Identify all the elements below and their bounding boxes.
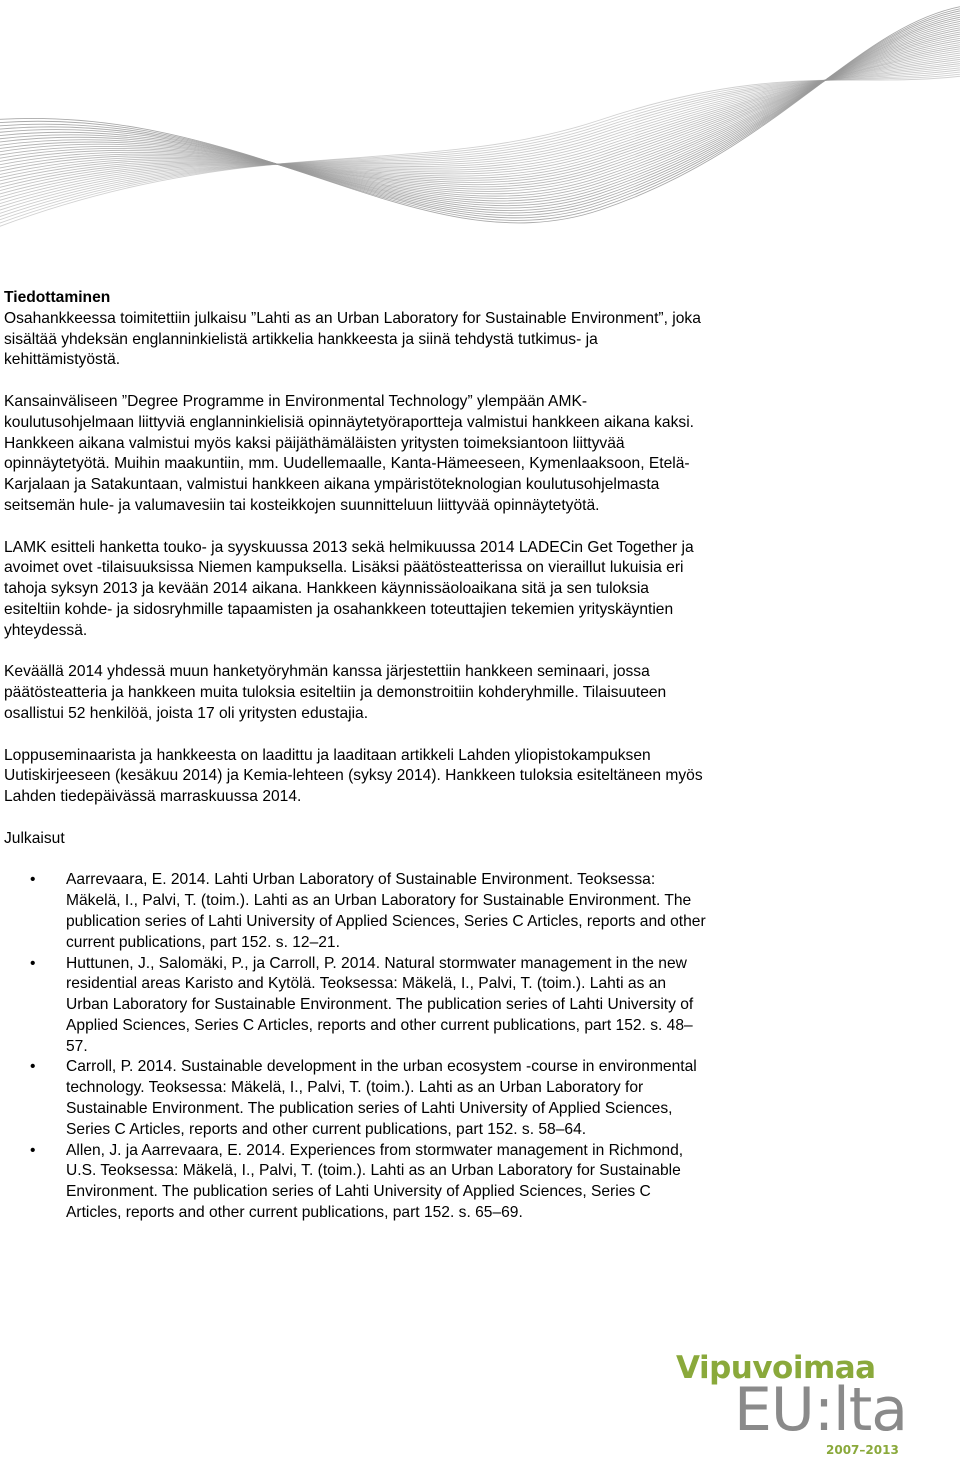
publication-text: Aarrevaara, E. 2014. Lahti Urban Laboratory of Sustainable Environment. Teoksessa: Mäkelä, I., Palvi, T. (toim.). Lahti as an Urban Laboratory for Sustainable Environment. The publication series of Lahti University of Applied Sciences, Series C Articles, reports and other current publications, part 152. s. 12–21. bbox=[66, 871, 706, 951]
bullet-icon: • bbox=[30, 1058, 36, 1076]
logo-line-1: Vipuvoimaa bbox=[676, 1350, 876, 1386]
publication-text: Carroll, P. 2014. Sustainable development in the urban ecosystem -course in environmental technology. Teoksessa: Mäkelä, I., Palvi, T. (toim.). Lahti as an Urban Laboratory for Sustainable Environment. The publication series of Lahti University of Applied Sciences, Series C Articles, reports and other current publications, part 152. s. 58–64. bbox=[66, 1058, 697, 1138]
publication-item bbox=[4, 870, 706, 953]
decorative-wave-lines bbox=[0, 0, 960, 270]
paragraph-5: Loppuseminaarista ja hankkeesta on laadittu ja laaditaan artikkeli Lahden yliopistokampuksen Uutiskirjeeseen (kesäkuu 2014) ja Kemia-lehteen (syksy 2014). Hankkeen tuloksia esiteltäneen myös Lahden tiedepäivässä marraskuussa 2014. bbox=[4, 746, 703, 806]
paragraph-1: Osahankkeessa toimitettiin julkaisu ”Lahti as an Urban Laboratory for Sustainable Environment”, joka sisältää yhdeksän englanninkielistä artikkelia hankkeesta ja siinä tehdystä tutkimus- ja kehittämistyöstä. bbox=[4, 309, 701, 369]
bullet-icon: • bbox=[30, 954, 36, 972]
wave-line bbox=[0, 16, 960, 211]
publication-item bbox=[4, 1057, 706, 1140]
wave-line bbox=[0, 73, 960, 227]
publication-item bbox=[4, 954, 706, 1058]
wave-line bbox=[0, 14, 960, 213]
wave-line bbox=[0, 5, 960, 223]
document-body bbox=[4, 288, 704, 1224]
publication-item bbox=[4, 1141, 706, 1224]
wave-line bbox=[0, 67, 960, 217]
publications-list bbox=[4, 870, 704, 1224]
paragraph-4: Keväällä 2014 yhdessä muun hanketyöryhmän kanssa järjestettiin hankkeen seminaari, jossa päätösteatteria ja hankkeen muita tuloksia esiteltiin ja demonstroitiin kohderyhmille. Tilaisuuteen osallistui 52 henkilöä, joista 17 oli yritysten edustajia. bbox=[4, 663, 667, 722]
logo-years: 2007–2013 bbox=[826, 1443, 899, 1457]
publication-text: Allen, J. ja Aarrevaara, E. 2014. Experiences from stormwater management in Richmond, U.S. Teoksessa: Mäkelä, I., Palvi, T. (toim.). Lahti as an Urban Laboratory for Sustainable Environment. The publication series of Lahti University of Applied Sciences, Series C Articles, reports and other current publications, part 152. s. 65–69. bbox=[66, 1141, 684, 1222]
paragraph-2: Kansainväliseen ”Degree Programme in Environmental Technology” ylempään AMK-koulutusohjelmaan liittyviä englanninkielisiä opinnäytetyöraportteja valmistui hankkeen aikana kaksi. Hankkeen aikana valmistui myös kaksi päijäthämäläisten yritysten toimeksiantoon liittyvää opinnäytetyötä. Muihin maakuntiin, mm. Uudellemaalle, Kanta-Hämeeseen, Kymenlaaksoon, Etelä-Karjalaan ja Satakuntaan, valmistui hankkeen aikana ympäristöteknologian koulutusohjelmasta seitsemän hule- ja valumavesiin tai kosteikkojen suunnitteluun liittyvää opinnäytetyötä. bbox=[4, 392, 694, 514]
publication-text: Huttunen, J., Salomäki, P., ja Carroll, P. 2014. Natural stormwater management in the new residential areas Karisto and Kytölä. Teoksessa: Mäkelä, I., Palvi, T. (toim.). Lahti as an Urban Laboratory for Sustainable Environment. The publication series of Lahti University of Applied Sciences, Series C Articles, reports and other current publications, part 152. s. 48–57. bbox=[66, 954, 694, 1055]
wave-line bbox=[0, 7, 960, 220]
publications-heading: Julkaisut bbox=[4, 829, 65, 847]
vipuvoimaa-eu-logo bbox=[676, 1350, 916, 1460]
bullet-icon: • bbox=[30, 871, 36, 889]
section-heading: Tiedottaminen bbox=[4, 289, 111, 306]
paragraph-3: LAMK esitteli hanketta touko- ja syyskuussa 2013 sekä helmikuussa 2014 LADECin Get Together ja avoimet ovet -tilaisuuksissa Niemen kampuksella. Lisäksi päätösteatterissa on vieraillut lukuisia eri tahoja syksyn 2013 ja kevään 2014 aikana. Hankkeen käynnissäoloaikana sitä ja sen tuloksia esiteltiin kohde- ja sidosryhmille tapaamisten ja osahankkeen toteuttajien tekemien yrityskäyntien yhteydessä. bbox=[4, 538, 694, 639]
logo-line-2: EU:lta bbox=[734, 1375, 908, 1445]
wave-line bbox=[0, 54, 960, 197]
bullet-icon: • bbox=[30, 1141, 36, 1159]
wave-line bbox=[0, 41, 960, 182]
